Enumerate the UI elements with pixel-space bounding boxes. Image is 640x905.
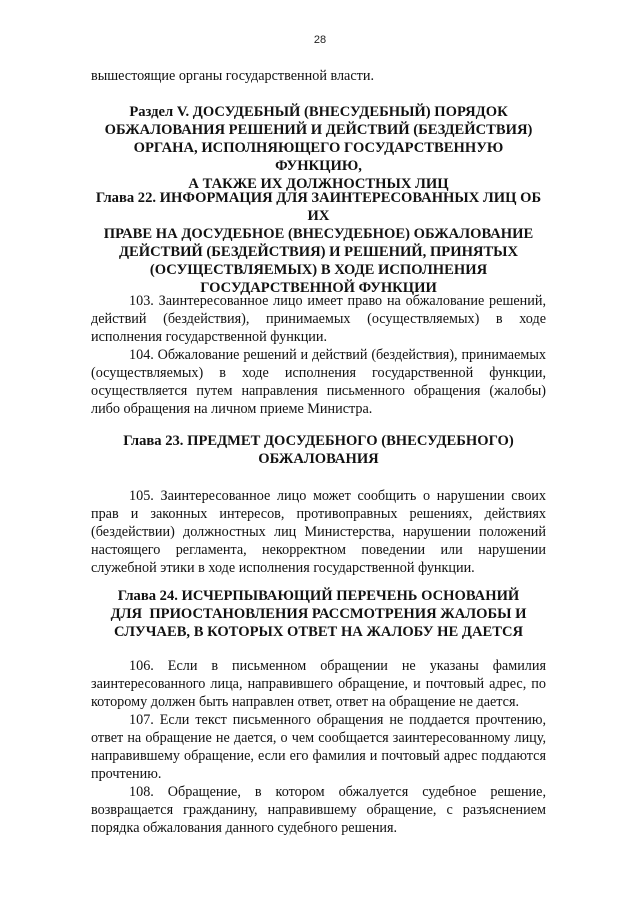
paragraph-106: 106. Если в письменном обращении не указаны фамилия заинтересованного лица, направившего обращение, и почтовый адрес, по которому должен быть направлен ответ, ответ на обращение не дается. xyxy=(91,658,546,710)
paragraph-104-block xyxy=(91,346,546,418)
section-title-line-3: ОРГАНА, ИСПОЛНЯЮЩЕГО ГОСУДАРСТВЕННУЮ ФУНКЦИЮ, xyxy=(133,140,504,174)
paragraph-105-block xyxy=(91,487,546,577)
chapter-22-title-text xyxy=(91,189,546,297)
section-title-line-2: ОБЖАЛОВАНИЯ РЕШЕНИЙ И ДЕЙСТВИЙ (БЕЗДЕЙСТВИЯ) xyxy=(104,122,533,138)
chapter-23-line-1: Глава 23. ПРЕДМЕТ ДОСУДЕБНОГО (ВНЕСУДЕБНОГО) xyxy=(123,433,514,449)
chapter-23-title-text xyxy=(91,432,546,468)
chapter-24-line-3: СЛУЧАЕВ, В КОТОРЫХ ОТВЕТ НА ЖАЛОБУ НЕ ДАЕТСЯ xyxy=(113,624,524,640)
section-title-text xyxy=(91,103,546,193)
chapter-24-title xyxy=(91,587,546,641)
chapter-22-line-1: Глава 22. ИНФОРМАЦИЯ ДЛЯ ЗАИНТЕРЕСОВАННЫХ ЛИЦ ОБ ИХ xyxy=(95,190,542,224)
paragraph-106-block xyxy=(91,657,546,711)
chapter-24-line-2: ДЛЯ ПРИОСТАНОВЛЕНИЯ РАССМОТРЕНИЯ ЖАЛОБЫ И xyxy=(110,606,527,622)
chapter-22-line-4: (ОСУЩЕСТВЛЯЕМЫХ) В ХОДЕ ИСПОЛНЕНИЯ xyxy=(149,262,488,278)
section-title-line-1: Раздел V. ДОСУДЕБНЫЙ (ВНЕСУДЕБНЫЙ) ПОРЯДОК xyxy=(129,104,508,120)
chapter-22-line-5: ГОСУДАРСТВЕННОЙ ФУНКЦИИ xyxy=(200,280,437,296)
paragraph-105: 105. Заинтересованное лицо может сообщить о нарушении своих прав и законных интересов, противоправных решениях, действиях (бездействии) должностных лиц Министерства, нарушении положений настоящего регламента, некорректном поведении или нарушении служебной этики в ходе исполнения государственной функции. xyxy=(91,488,546,576)
paragraph-103: 103. Заинтересованное лицо имеет право на обжалование решений, действий (бездействия), принимаемых (осуществляемых) в ходе исполнения государственной функции. xyxy=(91,293,546,345)
paragraph-103-block xyxy=(91,292,546,346)
page-number: 28 xyxy=(313,34,327,46)
continuation-line: вышестоящие органы государственной власти. xyxy=(91,68,374,84)
continuation-text xyxy=(91,67,546,85)
paragraph-107-block xyxy=(91,711,546,783)
chapter-23-line-2: ОБЖАЛОВАНИЯ xyxy=(258,451,379,467)
paragraph-108: 108. Обращение, в котором обжалуется судебное решение, возвращается гражданину, направившему обращение, с разъяснением порядка обжалования данного судебного решения. xyxy=(91,784,546,836)
paragraph-104: 104. Обжалование решений и действий (бездействия), принимаемых (осуществляемых) в ходе исполнения государственной функции, осуществляется путем направления письменного обращения (жалобы) либо обращения на личном приеме Министра. xyxy=(91,347,546,417)
paragraph-108-block xyxy=(91,783,546,837)
chapter-24-title-text xyxy=(91,587,546,641)
chapter-24-line-1: Глава 24. ИСЧЕРПЫВАЮЩИЙ ПЕРЕЧЕНЬ ОСНОВАНИЙ xyxy=(117,588,520,604)
chapter-22-title xyxy=(91,189,546,297)
section-title xyxy=(91,103,546,193)
chapter-23-title xyxy=(91,432,546,468)
paragraph-107: 107. Если текст письменного обращения не поддается прочтению, ответ на обращение не дается, о чем сообщается заинтересованному лицу, направившему обращение, если его фамилия и почтовый адрес поддаются прочтению. xyxy=(91,712,546,782)
chapter-22-line-3: ДЕЙСТВИЙ (БЕЗДЕЙСТВИЯ) И РЕШЕНИЙ, ПРИНЯТЫХ xyxy=(118,244,519,260)
section-title-line-4: А ТАКЖЕ ИХ ДОЛЖНОСТНЫХ ЛИЦ xyxy=(188,176,449,192)
chapter-22-line-2: ПРАВЕ НА ДОСУДЕБНОЕ (ВНЕСУДЕБНОЕ) ОБЖАЛОВАНИЕ xyxy=(103,226,534,242)
